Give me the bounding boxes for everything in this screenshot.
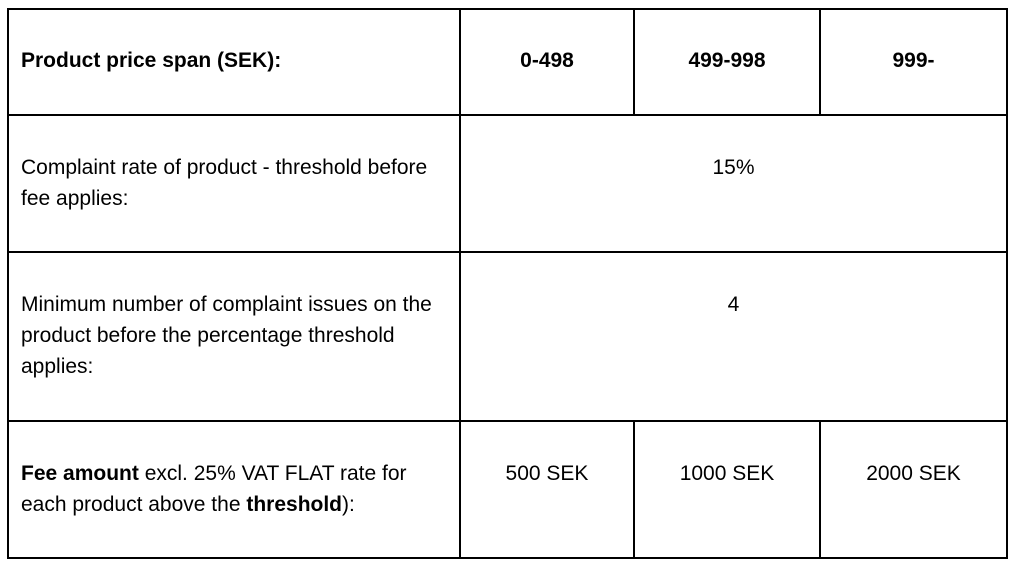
complaint-rate-label-cell [8, 115, 460, 252]
price-span-value: 999- [892, 49, 935, 72]
minimum-issues-label-cell [8, 252, 460, 421]
price-span-cell-2 [634, 9, 820, 115]
complaint-rate-value-cell [460, 115, 1007, 252]
table-row-price-span [8, 9, 1007, 115]
complaint-rate-label: Complaint rate of product - threshold before fee applies: [21, 156, 428, 210]
fee-amount-value: 1000 SEK [679, 462, 775, 485]
table-row-minimum-issues [8, 252, 1007, 421]
fee-amount-label [9, 422, 459, 520]
fee-amount-value: 2000 SEK [866, 462, 961, 485]
table-row-complaint-rate [8, 115, 1007, 252]
fee-amount-label-bold: Fee amount [21, 462, 139, 485]
fee-amount-cell-1 [460, 421, 634, 558]
minimum-issues-value-cell [460, 252, 1007, 421]
price-span-value: 499-998 [688, 49, 766, 72]
threshold-label-bold: threshold [246, 493, 343, 516]
fee-amount-value: 500 SEK [505, 462, 589, 485]
fee-table [7, 8, 1008, 559]
complaint-rate-value: 15% [712, 156, 755, 179]
fee-amount-label-cell [8, 421, 460, 558]
minimum-issues-value: 4 [727, 293, 740, 316]
minimum-issues-label: Minimum number of complaint issues on the product before the percentage threshold applies: [21, 293, 432, 378]
price-span-label: Product price span (SEK): [21, 49, 282, 72]
fee-amount-cell-2 [634, 421, 820, 558]
table-row-fee-amount [8, 421, 1007, 558]
price-span-cell-1 [460, 9, 634, 115]
fee-amount-label-end: ): [342, 493, 355, 516]
fee-amount-label-text: excl. 25% VAT FLAT rate for each product above the [21, 462, 407, 516]
fee-amount-cell-3 [820, 421, 1007, 558]
price-span-label-cell [8, 9, 460, 115]
price-span-value: 0-498 [520, 49, 574, 72]
price-span-cell-3 [820, 9, 1007, 115]
